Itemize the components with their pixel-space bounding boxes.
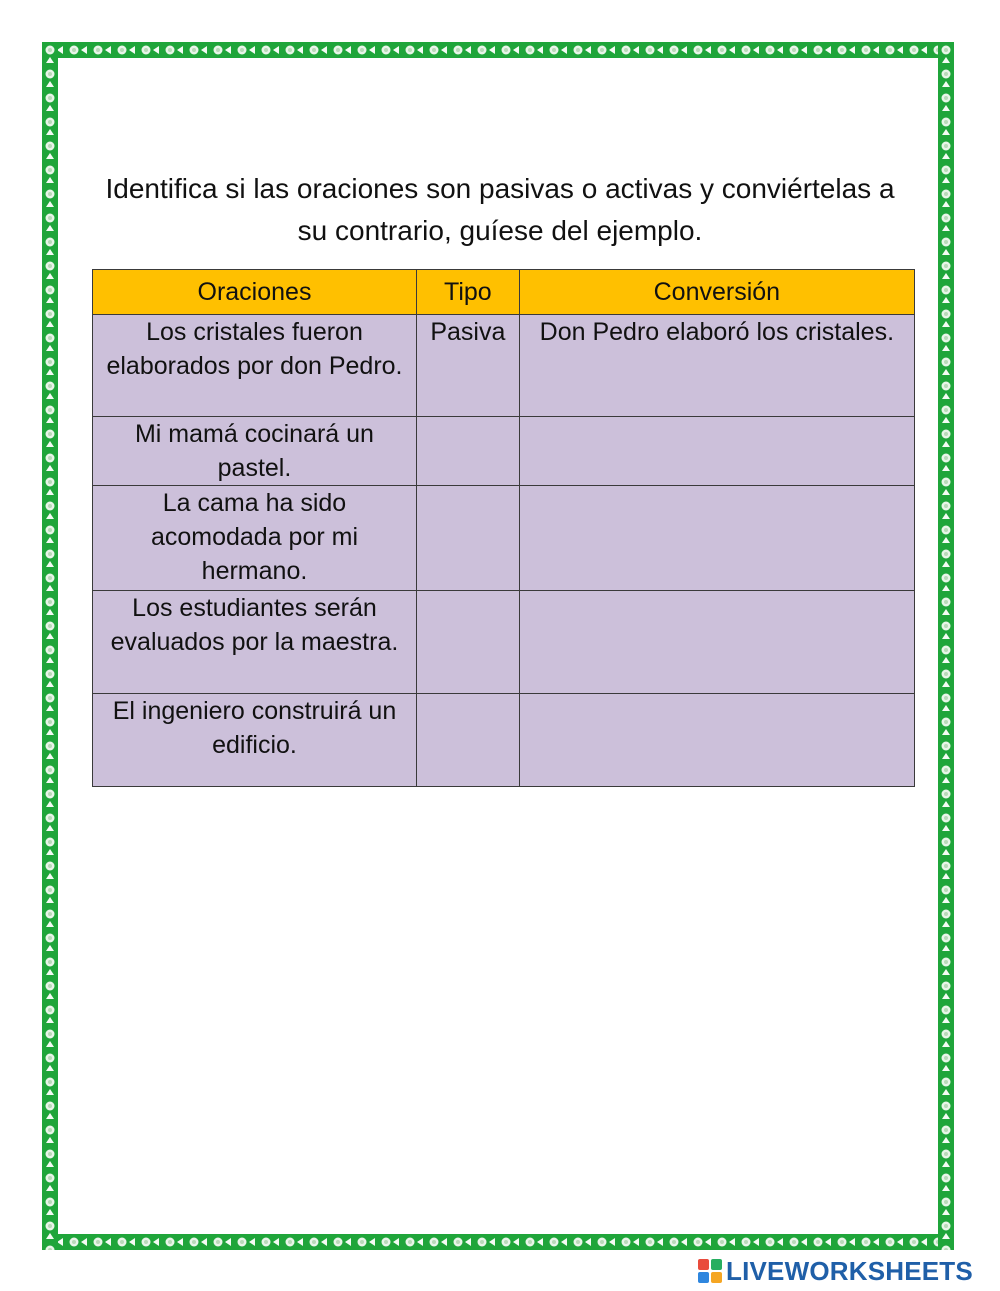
conversion-answer-cell[interactable] — [519, 486, 914, 591]
decorative-border-top — [42, 42, 954, 58]
type-answer-cell[interactable]: Pasiva — [416, 315, 519, 417]
sentence-cell: La cama ha sido acomodada por mi hermano. — [93, 486, 417, 591]
type-answer-cell[interactable] — [416, 694, 519, 787]
decorative-border-left — [42, 42, 58, 1250]
sentence-conversion-table — [92, 269, 915, 787]
conversion-answer-cell[interactable] — [519, 417, 914, 486]
table-row — [93, 315, 915, 417]
type-answer-cell[interactable] — [416, 486, 519, 591]
logo-text: LIVEWORKSHEETS — [726, 1255, 973, 1286]
conversion-answer-cell[interactable] — [519, 694, 914, 787]
conversion-answer-cell[interactable]: Don Pedro elaboró los cristales. — [519, 315, 914, 417]
table-row — [93, 694, 915, 787]
decorative-border-right — [938, 42, 954, 1250]
liveworksheets-logo-icon — [698, 1259, 722, 1283]
liveworksheets-logo — [698, 1256, 973, 1286]
table-row — [93, 417, 915, 486]
header-tipo: Tipo — [416, 270, 519, 315]
decorative-border-bottom — [42, 1234, 954, 1250]
header-oraciones: Oraciones — [93, 270, 417, 315]
sentence-cell: Los estudiantes serán evaluados por la maestra. — [93, 591, 417, 694]
worksheet-instruction: Identifica si las oraciones son pasivas o activas y conviértelas a su contrario, guíese del ejemplo. — [105, 173, 895, 246]
type-answer-cell[interactable] — [416, 417, 519, 486]
table-row — [93, 591, 915, 694]
sentence-cell: El ingeniero construirá un edificio. — [93, 694, 417, 787]
conversion-answer-cell[interactable] — [519, 591, 914, 694]
sentence-cell: Mi mamá cocinará un pastel. — [93, 417, 417, 486]
table-header-row — [93, 270, 915, 315]
header-conversion: Conversión — [519, 270, 914, 315]
table-row — [93, 486, 915, 591]
sentence-cell: Los cristales fueron elaborados por don Pedro. — [93, 315, 417, 417]
type-answer-cell[interactable] — [416, 591, 519, 694]
